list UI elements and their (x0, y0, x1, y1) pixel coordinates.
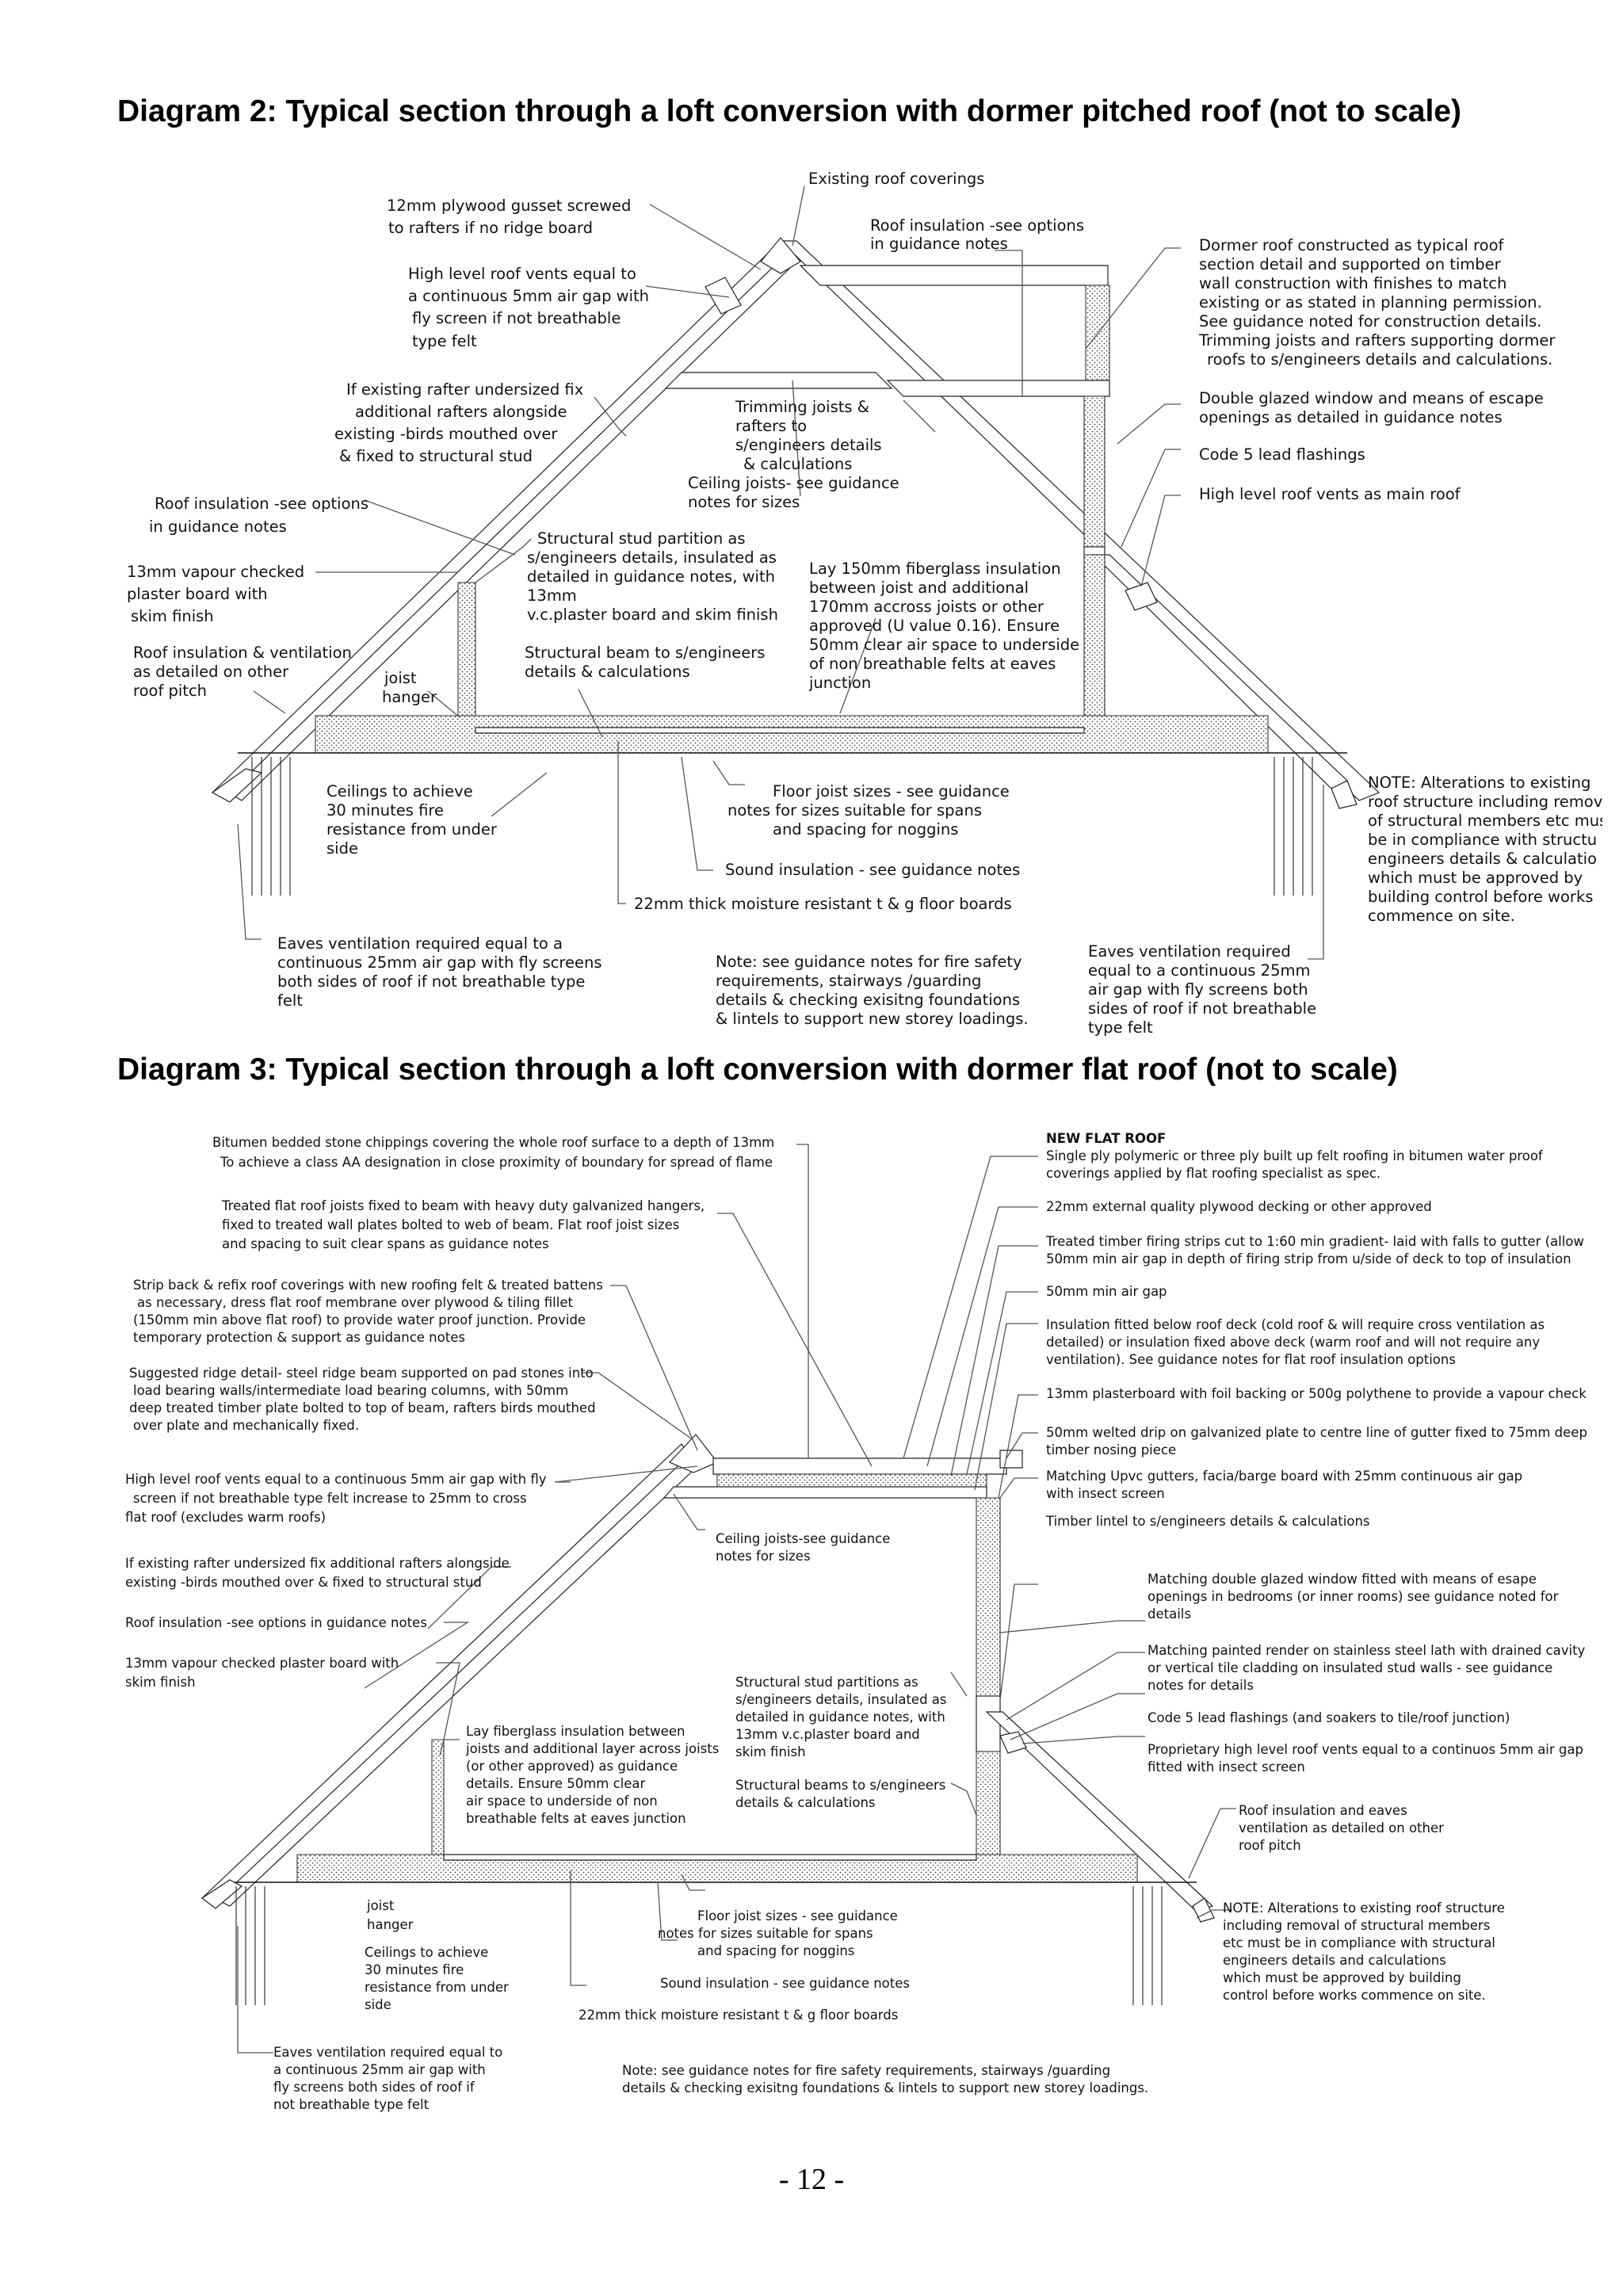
d2-label-double-glazed-2: openings as detailed in guidance notes (1199, 408, 1503, 426)
d3-label-high-vents-1: High level roof vents equal to a continuous 5mm air gap with fly (125, 1472, 547, 1487)
d2-label-dormer-roof-7: roofs to s/engineers details and calculations. (1207, 350, 1553, 369)
diagram2-labels (127, 170, 1607, 1037)
d3-label-fiberglass-2: joists and additional layer across joists (466, 1741, 720, 1756)
d2-label-beam-2: details & calculations (525, 663, 690, 681)
diagram2-title: Diagram 2: Typical section through a loft conversion with dormer pitched roof (not to scale) (117, 94, 1461, 128)
d2-label-vapour-3: skim finish (131, 607, 214, 625)
d3-gutter (1000, 1450, 1022, 1468)
d2-label-ceilings-fire-4: side (327, 839, 358, 858)
d3-label-gutters-1: Matching Upvc gutters, facia/barge board with 25mm continuous air gap (1046, 1469, 1523, 1484)
d3-label-note-alter-4: engineers details and calculations (1223, 1953, 1446, 1968)
d3-window (976, 1696, 1000, 1752)
d3-label-ceilings-fire-1: Ceilings to achieve (365, 1945, 489, 1960)
d3-label-single-ply-1: Single ply polymeric or three ply built up felt roofing in bitumen water proof (1046, 1148, 1543, 1163)
d2-label-note-fire-2: requirements, stairways /guarding (716, 972, 982, 990)
d3-label-window-1: Matching double glazed window fitted with means of esape (1148, 1572, 1537, 1587)
d3-label-vapour-1: 13mm vapour checked plaster board with (125, 1656, 399, 1671)
d3-label-ridge-3: deep treated timber plate bolted to top of beam, rafters birds mouthed (129, 1400, 596, 1415)
d3-label-ceilings-fire-3: resistance from under (365, 1980, 509, 1995)
d3-right-labels-clip (1045, 1386, 1587, 1529)
d2-label-roof-ins-left-2: in guidance notes (149, 518, 287, 536)
d3-label-window-2: openings in bedrooms (or inner rooms) see guidance noted for (1148, 1589, 1559, 1604)
d2-label-code5: Code 5 lead flashings (1199, 445, 1365, 464)
d2-label-fiberglass-5: 50mm clear air space to underside (809, 636, 1080, 654)
d3-label-proprietary-2: fitted with insect screen (1148, 1759, 1305, 1775)
d2-label-note-alter-2: roof structure including remov (1368, 793, 1603, 811)
d2-label-undersized-2: additional rafters alongside (355, 403, 567, 421)
d3-label-strip-back-2: as necessary, dress flat roof membrane over plywood & tiling fillet (137, 1295, 573, 1310)
d2-label-note-fire-1: Note: see guidance notes for fire safety (716, 953, 1022, 971)
d2-label-note-alter-6: which must be approved by (1368, 869, 1583, 887)
d3-label-high-vents-3: flat roof (excludes warm roofs) (125, 1510, 327, 1525)
d3-left-rafter (214, 1458, 693, 1906)
d2-label-high-vents-4: type felt (412, 332, 477, 350)
d3-dormer-wall (976, 1498, 1000, 1696)
d2-floorboards (475, 728, 1084, 733)
d2-label-trimming-4: & calculations (743, 455, 853, 473)
d2-label-dormer-roof-2: section detail and supported on timber (1199, 255, 1501, 273)
d2-label-eaves-right-5: type felt (1088, 1018, 1153, 1037)
d2-label-stud-2: s/engineers details, insulated as (527, 548, 777, 567)
d3-label-roof-ins-eaves-2: ventilation as detailed on other (1239, 1820, 1444, 1836)
d2-ceiling-joists (666, 372, 892, 388)
d2-label-dormer-roof-5: See guidance noted for construction details. (1199, 312, 1542, 330)
d3-label-undersized-2: existing -birds mouthed over & fixed to structural stud (125, 1575, 482, 1590)
d2-label-fiberglass-3: 170mm accross joists or other (809, 598, 1044, 616)
d3-label-render-1: Matching painted render on stainless steel lath with drained cavity (1148, 1643, 1586, 1658)
d3-label-firing-2: 50mm min air gap in depth of firing strip from u/side of deck to top of insulation (1046, 1251, 1571, 1266)
d3-label-welted-2: timber nosing piece (1046, 1442, 1177, 1457)
d3-label-eaves-1: Eaves ventilation required equal to (273, 2045, 503, 2060)
d3-flat-roof (713, 1458, 1006, 1474)
d2-label-roof-ins-vent-2: as detailed on other (133, 663, 289, 681)
d2-floor-ins (315, 716, 1268, 753)
diagram3-title: Diagram 3: Typical section through a loft conversion with dormer flat roof (not to scale) (117, 1052, 1398, 1087)
d3-label-floorboards: 22mm thick moisture resistant t & g floor boards (579, 2008, 899, 2023)
d3-label-new-flat-roof: NEW FLAT ROOF (1046, 1131, 1167, 1146)
d3-label-lintel: Timber lintel to s/engineers details & calculations (1046, 1514, 1370, 1529)
d2-label-roof-ins-left-1: Roof insulation -see options (155, 495, 369, 513)
d3-label-render-3: notes for details (1148, 1678, 1254, 1693)
d2-dormer-ceiling (888, 380, 1109, 396)
d3-label-note-fire-1: Note: see guidance notes for fire safety requirements, stairways /guarding (622, 2063, 1111, 2078)
d2-label-roof-ins-top-1: Roof insulation -see options (870, 216, 1085, 235)
d3-label-roof-ins: Roof insulation -see options in guidance notes (125, 1615, 427, 1630)
d2-label-eaves-right-3: air gap with fly screens both (1088, 980, 1308, 999)
d3-label-joist-hanger-1: joist (367, 1898, 395, 1913)
d2-label-stud-1: Structural stud partition as (537, 529, 746, 548)
d3-label-stud-5: skim finish (735, 1744, 806, 1759)
d3-label-note-alter-6: control before works commence on site. (1223, 1988, 1486, 2003)
d3-label-roof-ins-eaves-3: roof pitch (1239, 1838, 1301, 1853)
d2-label-trimming-3: s/engineers details (735, 436, 882, 454)
d2-label-fiberglass-1: Lay 150mm fiberglass insulation (809, 560, 1061, 578)
d2-label-note-fire-3: details & checking exisitng foundations (716, 991, 1021, 1009)
d3-label-beams-2: details & calculations (735, 1795, 876, 1810)
d2-label-floor-joist-2: notes for sizes suitable for spans (727, 801, 983, 819)
d3-label-treated-joists-3: and spacing to suit clear spans as guidance notes (222, 1236, 549, 1251)
d3-label-fiberglass-5: air space to underside of non (466, 1794, 658, 1809)
d3-label-note-fire-2: details & checking exisitng foundations & lintels to support new storey loadings. (622, 2080, 1149, 2095)
d3-label-ceilings-fire-4: side (365, 1997, 391, 2012)
d3-label-fiberglass-3: (or other approved) as guidance (466, 1759, 678, 1774)
d2-label-eaves-left-2: continuous 25mm air gap with fly screens (277, 953, 602, 972)
d2-label-high-vents-1: High level roof vents equal to (408, 265, 636, 283)
d2-label-fiberglass-2: between joist and additional (809, 579, 1029, 597)
d2-label-eaves-left-3: both sides of roof if not breathable type (277, 972, 586, 991)
d2-label-ceilings-fire-1: Ceilings to achieve (327, 782, 473, 800)
d2-label-roof-ins-vent-3: roof pitch (133, 682, 208, 700)
d3-label-stud-4: 13mm v.c.plaster board and (735, 1727, 920, 1742)
d2-label-stud-4: 13mm (527, 586, 577, 605)
d2-label-dormer-roof-1: Dormer roof constructed as typical roof (1199, 236, 1504, 254)
d3-floorboards (444, 1855, 976, 1860)
d2-label-undersized-4: & fixed to structural stud (339, 447, 533, 465)
d3-label-bitumen-2: To achieve a class AA designation in close proximity of boundary for spread of flame (220, 1155, 773, 1170)
d2-label-high-vents-main: High level roof vents as main roof (1199, 485, 1461, 503)
d3-label-treated-joists-1: Treated flat roof joists fixed to beam with heavy duty galvanized hangers, (222, 1198, 705, 1213)
d2-label-eaves-right-4: sides of roof if not breathable (1088, 999, 1317, 1018)
d3-label-fiberglass-1: Lay fiberglass insulation between (466, 1724, 685, 1739)
d2-label-roof-ins-vent-1: Roof insulation & ventilation (133, 644, 352, 662)
d2-stud-right (1084, 555, 1105, 729)
d3-flat-ins (717, 1474, 987, 1487)
d2-label-dormer-roof-6: Trimming joists and rafters supporting dormer (1199, 331, 1556, 350)
d2-label-undersized-1: If existing rafter undersized fix (346, 380, 584, 399)
d2-label-note-alter-4: be in compliance with structu (1368, 831, 1598, 849)
d3-stud-right (976, 1752, 1000, 1862)
d2-label-note-alter-3: of structural members etc mus (1368, 812, 1608, 830)
d2-label-trimming-1: Trimming joists & (735, 398, 869, 416)
d3-label-floor-joist-1: Floor joist sizes - see guidance (697, 1908, 898, 1924)
d2-label-high-vents-2: a continuous 5mm air gap with (408, 287, 650, 305)
d2-label-floorboards: 22mm thick moisture resistant t & g floor boards (634, 895, 1012, 913)
d2-label-eaves-left-4: felt (277, 991, 303, 1010)
d2-label-roof-ins-top-2: in guidance notes (870, 235, 1008, 253)
d3-label-stud-3: detailed in guidance notes, with (735, 1710, 945, 1725)
d2-label-dormer-roof-3: wall construction with finishes to match (1199, 274, 1507, 292)
d2-label-ceiling-joists-1: Ceiling joists- see guidance (688, 474, 899, 492)
d2-label-eaves-right-1: Eaves ventilation required (1088, 942, 1291, 961)
d3-label-eaves-4: not breathable type felt (273, 2097, 430, 2112)
d3-label-decking: 22mm external quality plywood decking or other approved (1046, 1199, 1432, 1214)
d3-label-ins-below-3: ventilation). See guidance notes for flat roof insulation options (1046, 1352, 1456, 1367)
d2-dormer-roof (800, 266, 1108, 285)
d3-label-window-3: details (1148, 1606, 1191, 1622)
d2-label-ceilings-fire-2: 30 minutes fire (327, 801, 445, 819)
d3-label-stud-1: Structural stud partitions as (735, 1675, 918, 1690)
d3-label-floor-joist-3: and spacing for noggins (697, 1943, 855, 1958)
d3-label-note-alter-5: which must be approved by building (1223, 1970, 1461, 1985)
d3-label-note-alter-1: NOTE: Alterations to existing roof structure (1223, 1901, 1505, 1916)
d3-label-eaves-3: fly screens both sides of roof if (273, 2080, 475, 2095)
d2-label-fiberglass-7: junction (809, 674, 872, 692)
d3-label-render-2: or vertical tile cladding on insulated stud walls - see guidance (1148, 1660, 1553, 1675)
d3-label-ins-below-1: Insulation fitted below roof deck (cold roof & will require cross ventilation as (1046, 1317, 1545, 1332)
d3-label-bitumen-1: Bitumen bedded stone chippings covering the whole roof surface to a depth of 13mm (212, 1135, 775, 1150)
d3-label-single-ply-2: coverings applied by flat roofing specialist as spec. (1046, 1166, 1381, 1181)
d3-label-undersized-1: If existing rafter undersized fix additional rafters alongside (125, 1556, 510, 1571)
d2-label-vapour-1: 13mm vapour checked (127, 563, 305, 581)
d3-label-code5: Code 5 lead flashings (and soakers to tile/roof junction) (1148, 1710, 1510, 1725)
d2-leaders (238, 186, 1323, 959)
d3-label-joist-hanger-2: hanger (367, 1917, 414, 1932)
d3-label-treated-joists-2: fixed to treated wall plates bolted to web of beam. Flat roof joist sizes (222, 1217, 680, 1232)
d3-label-strip-back-3: (150mm min above flat roof) to provide water proof junction. Provide (133, 1312, 586, 1328)
d2-label-undersized-3: existing -birds mouthed over (334, 425, 558, 443)
d2-label-ceiling-joists-2: notes for sizes (688, 493, 800, 511)
d3-label-beams-1: Structural beams to s/engineers (735, 1778, 946, 1793)
d3-label-note-alter-2: including removal of structural members (1223, 1918, 1491, 1933)
d2-label-floor-joist-1: Floor joist sizes - see guidance (773, 782, 1010, 800)
d3-label-ridge-1: Suggested ridge detail- steel ridge beam supported on pad stones into (129, 1366, 594, 1381)
d2-label-existing-coverings: Existing roof coverings (808, 170, 985, 188)
d2-label-stud-3: detailed in guidance notes, with (527, 567, 775, 586)
d2-label-beam-1: Structural beam to s/engineers (525, 644, 766, 662)
d3-label-strip-back-4: temporary protection & support as guidance notes (133, 1330, 465, 1345)
d3-label-floor-joist-2: notes for sizes suitable for spans (658, 1926, 873, 1941)
d3-label-gutters-2: with insect screen (1046, 1486, 1165, 1501)
d2-label-joist-hanger-1: joist (384, 669, 417, 687)
diagram3-labels (125, 1131, 1587, 2112)
d2-note-alter (1368, 774, 1607, 925)
d2-label-high-vents-3: fly screen if not breathable (412, 309, 621, 327)
d2-label-trimming-2: rafters to (735, 417, 808, 435)
d2-label-gusset-1: 12mm plywood gusset screwed (387, 197, 632, 215)
d2-label-joist-hanger-2: hanger (382, 688, 437, 706)
d3-label-roof-ins-eaves-1: Roof insulation and eaves (1239, 1803, 1407, 1818)
d3-label-proprietary-1: Proprietary high level roof vents equal to a continuos 5mm air gap (1148, 1742, 1583, 1757)
d3-label-ceiling-joists-1: Ceiling joists-see guidance (716, 1531, 891, 1546)
d2-label-fiberglass-4: approved (U value 0.16). Ensure (809, 617, 1060, 635)
d2-label-ceilings-fire-3: resistance from under (327, 820, 497, 839)
d3-label-plasterboard-foil: 13mm plasterboard with foil backing or 500g polythene to provide a vapour check (1046, 1386, 1587, 1401)
d2-label-dormer-roof-4: existing or as stated in planning permission. (1199, 293, 1542, 311)
d3-label-stud-2: s/engineers details, insulated as (735, 1692, 947, 1707)
d3-label-vapour-2: skim finish (125, 1675, 196, 1690)
d3-label-sound: Sound insulation - see guidance notes (660, 1976, 910, 1991)
d2-label-vapour-2: plaster board with (127, 585, 268, 603)
d3-label-note-alter-3: etc must be in compliance with structural (1223, 1935, 1495, 1950)
d3-stud-left (432, 1740, 444, 1862)
d3-label-fiberglass-4: details. Ensure 50mm clear (466, 1776, 646, 1791)
d3-label-ceiling-joists-2: notes for sizes (716, 1549, 811, 1564)
d3-label-ridge-2: load bearing walls/intermediate load bearing columns, with 50mm (133, 1383, 569, 1398)
d3-label-firing-1: Treated timber firing strips cut to 1:60 min gradient- laid with falls to gutter (allow (1046, 1234, 1584, 1249)
d2-label-gusset-2: to rafters if no ridge board (388, 219, 593, 237)
d2-dormer-wall (1084, 396, 1105, 547)
d2-label-note-alter-8: commence on site. (1368, 907, 1515, 925)
d3-label-ceilings-fire-2: 30 minutes fire (365, 1962, 464, 1977)
d2-label-floor-joist-3: and spacing for noggins (773, 820, 959, 839)
d3-ceiling (664, 1487, 987, 1498)
d3-label-ins-below-2: detailed) or insulation fixed above deck (warm roof and will not require any (1046, 1335, 1541, 1350)
d2-label-note-alter-7: building control before works (1368, 888, 1594, 906)
d2-stud-left (458, 583, 475, 729)
d3-label-eaves-2: a continuous 25mm air gap with (273, 2062, 486, 2077)
d3-label-strip-back-1: Strip back & refix roof coverings with new roofing felt & treated battens (133, 1278, 603, 1293)
d2-label-note-alter-1: NOTE: Alterations to existing (1368, 774, 1591, 792)
d2-label-sound: Sound insulation - see guidance notes (725, 861, 1021, 879)
d2-label-fiberglass-6: of non breathable felts at eaves (809, 655, 1056, 673)
d2-label-note-alter-5: engineers details & calculatio (1368, 850, 1597, 868)
d3-label-air-gap: 50mm min air gap (1046, 1284, 1167, 1299)
page-number: - 12 - (778, 2163, 845, 2196)
d3-label-high-vents-2: screen if not breathable type felt increase to 25mm to cross (133, 1491, 527, 1506)
d3-label-fiberglass-6: breathable felts at eaves junction (466, 1811, 686, 1826)
d2-label-stud-5: v.c.plaster board and skim finish (527, 606, 778, 624)
d3-label-ridge-4: over plate and mechanically fixed. (133, 1418, 360, 1433)
d2-label-eaves-right-2: equal to a continuous 25mm (1088, 961, 1311, 980)
d3-label-welted-1: 50mm welted drip on galvanized plate to centre line of gutter fixed to 75mm deep (1046, 1425, 1587, 1440)
d2-label-double-glazed-1: Double glazed window and means of escape (1199, 389, 1544, 407)
d2-label-note-fire-4: & lintels to support new storey loadings. (716, 1010, 1029, 1028)
d2-label-eaves-left-1: Eaves ventilation required equal to a (277, 934, 563, 953)
